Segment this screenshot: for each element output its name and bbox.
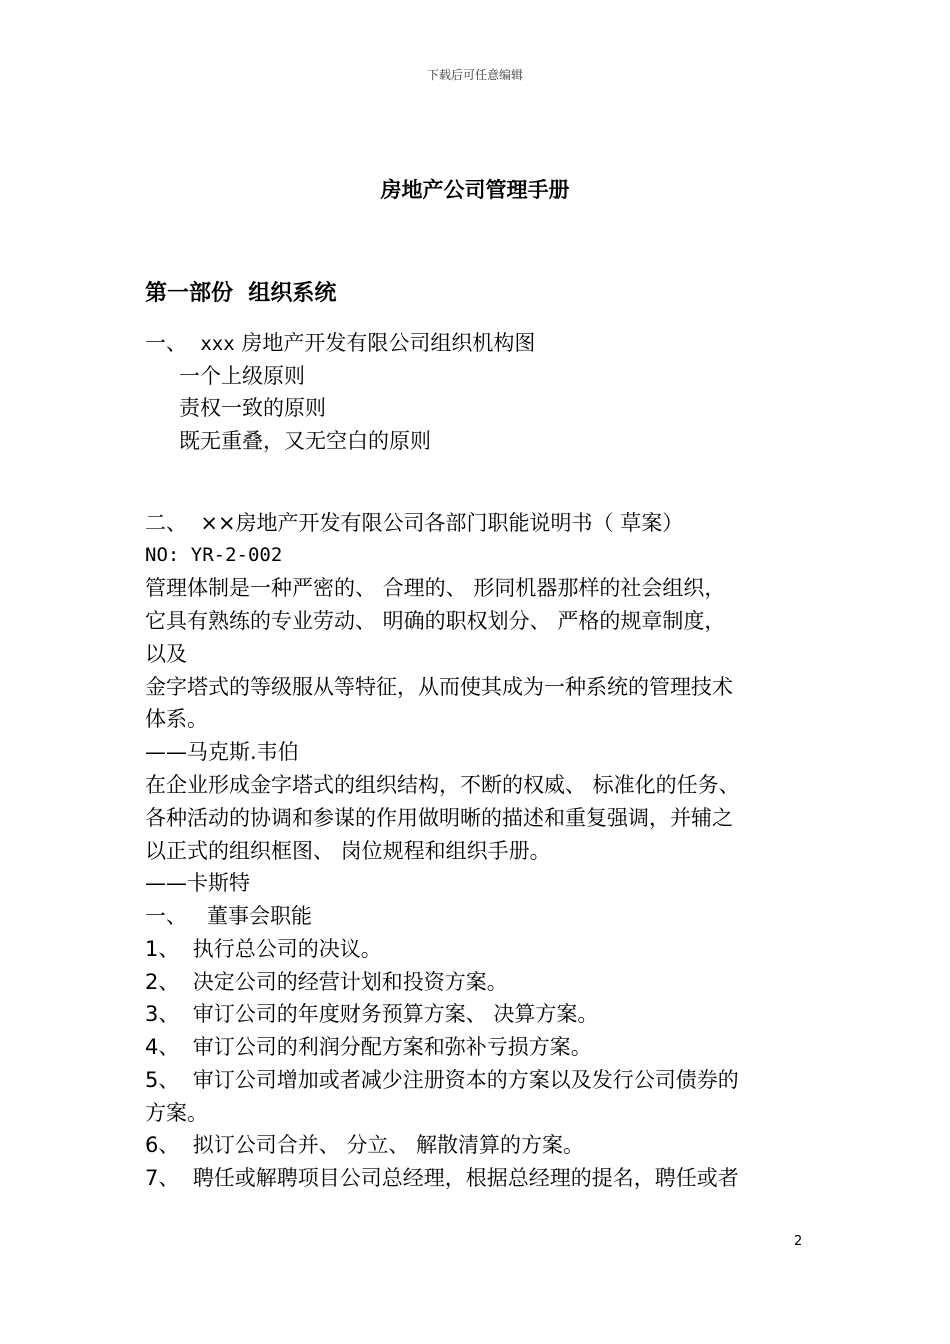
quote1-line: 体系。 [145, 707, 208, 731]
board-item: 方案。 [145, 1101, 208, 1125]
document-title: 房地产公司管理手册 [380, 178, 570, 202]
principle-item: 既无重叠，又无空白的原则 [179, 429, 431, 453]
header-note: 下载后可任意编辑 [426, 68, 523, 82]
quote2-line: 以正式的组织框图、 岗位规程和组织手册。 [145, 839, 551, 863]
principle-item: 责权一致的原则 [179, 396, 326, 420]
section1-heading-text: 房地产开发有限公司组织机构图 [234, 331, 536, 355]
quote1-line: 金字塔式的等级服从等特征，从而使其成为一种系统的管理技术 [145, 675, 733, 699]
quote1-line: 以及 [145, 642, 187, 666]
board-item: 4、 审订公司的利润分配方案和弥补亏损方案。 [145, 1035, 592, 1059]
quote1-line: 它具有熟练的专业劳动、 明确的职权划分、 严格的规章制度， [145, 609, 726, 633]
board-item: 1、 执行总公司的决议。 [145, 937, 382, 961]
section2-heading: 二、 ××房地产开发有限公司各部门职能说明书（ 草案） [145, 511, 684, 535]
principle-item: 一个上级原则 [179, 364, 305, 388]
board-item: 6、 拟订公司合并、 分立、 解散清算的方案。 [145, 1133, 585, 1157]
section1-heading [145, 327, 535, 360]
board-item: 7、 聘任或解聘项目公司总经理，根据总经理的提名，聘任或者 [145, 1166, 739, 1190]
quote2-line: 各种活动的协调和参谋的作用做明晰的描述和重复强调，并辅之 [145, 806, 733, 830]
quote1-author: ——马克斯.韦伯 [145, 740, 299, 764]
board-item: 3、 审订公司的年度财务预算方案、 决算方案。 [145, 1002, 599, 1026]
page-number: 2 [794, 1234, 803, 1249]
section1-prefix: 一、 [145, 331, 201, 355]
document-number: NO: YR-2-002 [145, 544, 283, 566]
quote2-line: 在企业形成金字塔式的组织结构，不断的权威、 标准化的任务、 [145, 773, 740, 797]
board-heading: 一、 董事会职能 [145, 904, 313, 928]
quote1-line: 管理体制是一种严密的、 合理的、 形同机器那样的社会组织， [145, 576, 726, 600]
section1-code: xxx [200, 333, 235, 355]
quote2-author: ——卡斯特 [145, 871, 250, 895]
board-item: 2、 决定公司的经营计划和投资方案。 [145, 970, 508, 994]
part-title: 第一部份 组织系统 [145, 281, 337, 306]
board-item: 5、 审订公司增加或者减少注册资本的方案以及发行公司债券的 [145, 1068, 739, 1092]
